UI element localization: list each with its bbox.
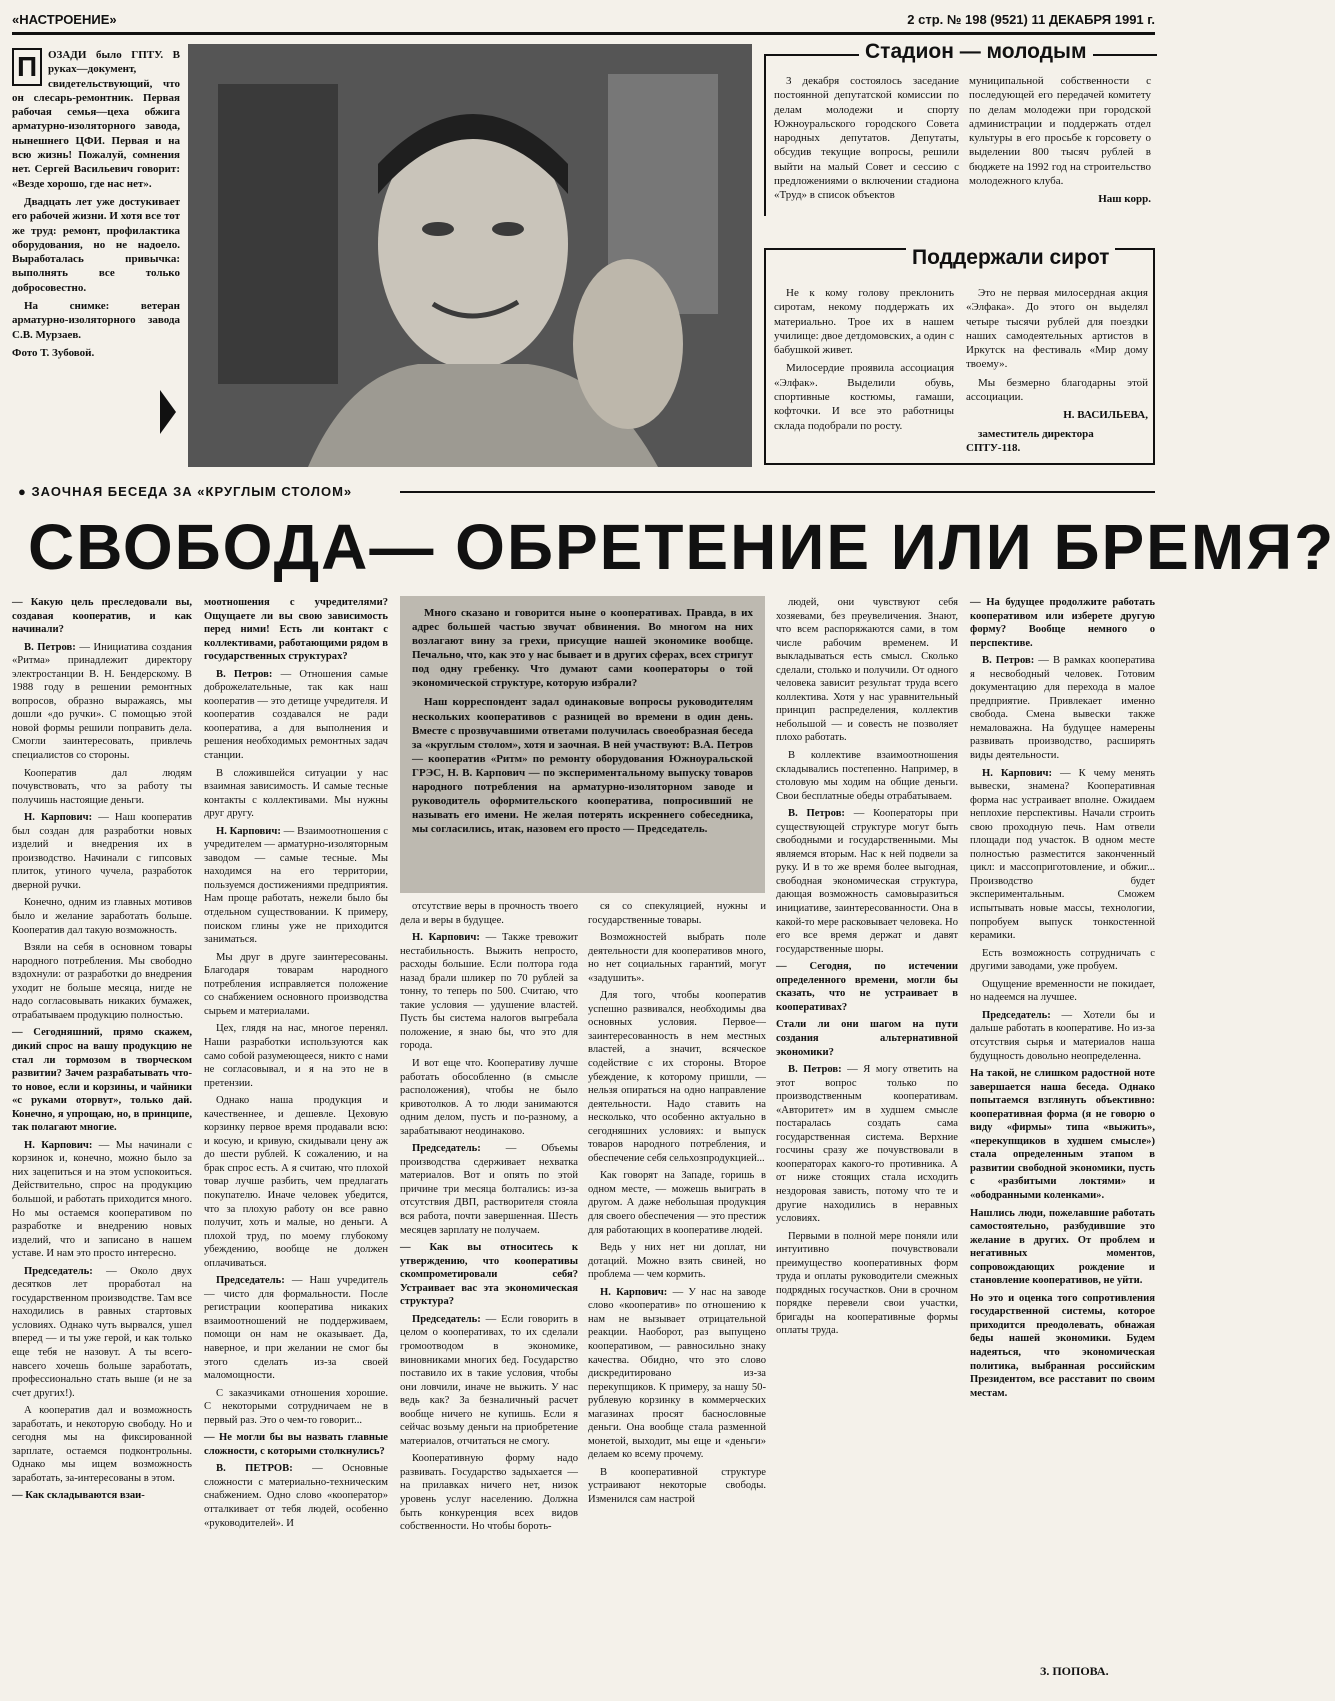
article-paragraph [400,1142,578,1237]
paragraph-text: — Я могу ответить на этот вопрос только по производственным кооперативам. «Авторитет» им в худшем смысле постаралась создать сама государственная система. Верхние госчины сразу же почувствовали в кооператорах какого-то противника. А от ниже стоящих стала исходить нездоровая зависть, потому что те и другие находились в неравных условиях. [776,1064,959,1225]
portrait-illustration [188,44,752,467]
article-paragraph [970,1067,1155,1202]
paragraph-text: В сложившейся ситуации у нас взаимная зависимость. И самые тесные контакты с коллективами. Мы нужны друг другу. [204,767,388,820]
article-paragraph [970,1009,1155,1063]
paragraph-text: — Также тревожит нестабильность. Выжить непросто, расходы большие. Если полтора года назад брали шликер по 70 рублей за тонну, то теперь по 500. Считаю, что такие условия — удушение властей. Пусть бы система налогов выгребала положение, я знаю бы, что это для города. [400,932,578,1052]
paragraph-text: — Как складываются взаи- [12,1490,145,1502]
paragraph-text: Для того, чтобы кооператив успешно развивался, необходимы два основных условия. Первое—заинтересованность в нем местных властей, а значит, всяческое содействие с их стороны. Второе убеждение, к которому пришли, — нельзя опираться на одно направление деятельности. Надо ставить на несколько, что особенно актуально в сегодняшних условиях: и выпуск товаров народного потребления, и обеспечение себя сельхозпродукцией... [588,990,766,1164]
paragraph-text: Ощущение временности не покидает, но надеемся на лучшее. [970,978,1155,1004]
paragraph-text: — Не могли бы вы назвать главные сложности, с которыми столкнулись? [204,1432,388,1457]
article-paragraph [12,1489,192,1503]
orphans-col1 [774,286,954,437]
speaker-name: В. Петров: [788,808,845,820]
article-paragraph [12,1139,192,1261]
paragraph-text: людей, они чувствуют себя хозяевами, без преувеличения. Знают, что всем распоряжаются сами, в том числе рабочим временем. И выкладываться есть смысл. Сколько сделали, столько и получили. От одного человека зависит результат труда всего коллектива. Хотя у нас уравнительный принцип распределения, коллектив небольшой — и совесть не позволяет плохо работать. [776,597,958,744]
paragraph-text: отсутствие веры в прочность твоего дела и веры в будущее. [400,901,578,926]
paragraph-text: А кооператив дал и возможность заработать, и некоторую свободу. Но и сегодня мы на фиксированной зарплате, остаемся подконтрольны. Однако мы ищем возможность заработать, за-интересованы в этом. [12,1405,192,1484]
article-paragraph [204,951,388,1019]
paragraph-text: Кооператив дал людям почувствовать, что за работу ты получишь настоящие деньги. [12,767,192,806]
paragraph-text: С заказчиками отношения хорошие. С некоторыми сотрудничаем не в первый раз. Это о чем-то говорит... [204,1387,388,1426]
caption-credit: Фото Т. Зубовой. [12,346,95,359]
intro-p2: Наш корреспондент задал одинаковые вопросы руководителям нескольких кооперативов с разницей во времени в один день. Вместе с прозвучавшими ответами получилась своеобразная беседа за «круглым столом», хотя и заочная. В ней участвуют: В.А. Петров — кооператив «Ритм» по ремонту оборудования Южноуральской ГРЭС, Н. В. Карпович — по экспериментальному выпуску товаров народного потребления на арматурно-изоляторном заводе и руководитель оформительского кооператива, попросивший не называть его имени. Не желая потерять искреннего собеседника, мы согласились, итак, назовем его просто — Председатель. [412,696,753,836]
caption-arrow-icon [160,390,176,434]
article-paragraph [970,596,1155,650]
article-column-5 [776,596,958,1342]
article-paragraph [970,978,1155,1005]
intro-p1: Много сказано и говорится ныне о кооперативах. Правда, в их адрес большей частью звучат обвинения. Во многом на них возлагают вину за грехи, присущие нашей экономике вообще. Печально, что, как это у нас бывает и в других сферах, всех стригут под одну гребенку. Что думают сами кооператоры о той экономической структуре, которую избрали? [412,607,753,690]
paragraph-text: Кооперативную форму надо развивать. Государство задыхается — на прилавках ничего нет, низок уровень услуг населению. Должна быть конкуренция всех видов собственности. Но чтобы бороть- [400,1453,578,1533]
article-paragraph [400,1313,578,1448]
article-paragraph [588,1286,766,1462]
speaker-name: В. Петров: [982,655,1035,667]
article-paragraph [588,900,766,927]
article-paragraph [204,1431,388,1458]
orphans-text-3: Это не первая милосердная акция «Элфака». До этого он выделял четыре тысячи рублей для поездки наших самодеятельных артистов в Иркутск на фестиваль «Мир дому твоему». [966,287,1148,371]
paragraph-text: моотношения с учредителями? Ощущаете ли вы свою зависимость перед ними! Есть ли контакт с коллективами, работающими рядом в государственных структурах? [204,597,388,663]
paragraph-text: Ведь у них нет ни доплат, ни дотаций. Можно взять свиней, но проблема — чем кормить. [588,1242,766,1281]
paragraph-text: — Какую цель преследовали вы, создавая кооператив, и как начинали? [12,597,192,636]
article-paragraph [400,1452,578,1533]
orphans-col2 [966,286,1148,459]
article-paragraph [12,896,192,937]
article-paragraph [776,1018,958,1059]
article-paragraph [12,641,192,763]
paragraph-text: — Сегодняшний, прямо скажем, дикий спрос на вашу продукцию не стал ли тормозом в творческом развитии? Зачем разрабатывать что-то новое, если и корзины, и чайники «с руками оторвут», только дай. Конечно, я упрощаю, но, в принципе, так полагают многие. [12,1027,192,1134]
stadium-text-1: 3 декабря состоялось заседание постоянной депутатской комиссии по делам молодежи и спорту Южноуральского городского Совета народных депутатов. Депутаты, обсудив текущие вопросы, решили выйти на малый Совет и сессию с предложениями о включении стадиона «Труд» в список объектов [774,75,959,202]
paragraph-text: — У нас на заводе слово «кооператив» по отношению к нам не вызывает отрицательной реакции. Наоборот, раз выпущено кооперативом, — равносильно знаку качества. Обидно, что это слово дискредитировано из-за перекупщиков. К примеру, за нашу 50-рублевую корзинку в коммерческих магазинах просят баснословные деньги. Она вообще стала разменной монетой, выходит, мы еще и «деньги» делаем ко всему прочему. [588,1286,766,1461]
speaker-name: Н. Карпович: [24,1139,93,1151]
article-paragraph [970,1292,1155,1400]
paragraph-text: Есть возможность сотрудничать с другими заводами, уже пробуем. [970,947,1155,973]
paragraph-text: — К чему менять вывески, знамена? Кооперативная форма нас устраивает вполне. Ожидаем неплохие перспективы. Начали строить свою проходную печь. Нам отвели площади под участок. В одном месте полностью разместится законченный цикл: и массоприготовление, и обжиг... Производство будет экспериментальным. Сможем испытывать новые массы, технологии, попробуем выпуск тонкостенной керамики. [970,767,1155,942]
article-paragraph [204,825,388,947]
paragraph-text: — Взаимоотношения с учредителем — арматурно-изоляторным заводом — самые тесные. Мы находимся на его территории, пользуемся достижениями предприятия. Нам проще работать, нежели было бы отдельном существовании. К примеру, поиском глины уже не приходится заниматься. [204,825,389,946]
stadium-sign: Наш корр. [1098,193,1151,206]
kicker-rule [400,491,1155,493]
article-paragraph [588,1169,766,1237]
article-paragraph [204,596,388,664]
speaker-name: Председатель: [24,1265,93,1277]
article-paragraph [204,1022,388,1090]
section-title: «НАСТРОЕНИЕ» [12,12,117,27]
paragraph-text: — Как вы относитесь к утверждению, что кооперативы скомпрометировали себя? Устраивает вас эта экономическая структура? [400,1242,578,1308]
speaker-name: Н. Карпович: [24,812,93,824]
article-paragraph [776,960,958,1014]
speaker-name: Председатель: [412,1313,481,1325]
orphans-sign-title: заместитель директора СПТУ-118. [966,427,1094,454]
article-paragraph [12,767,192,808]
article-paragraph [776,1063,958,1226]
speaker-name: В. Петров: [24,641,76,653]
article-paragraph [588,931,766,985]
stadium-col2 [969,74,1151,211]
paragraph-text: Нашлись люди, пожелавшие работать самостоятельно, разбудившие это желание в других. От проблем и негативных моментов, сопровождающих рождение и становление кооперативов, не уйти. [970,1207,1155,1287]
article-paragraph [204,767,388,821]
stadium-title: Стадион — молодым [859,40,1093,64]
article-paragraph [400,931,578,1053]
masthead [12,10,1155,35]
speaker-name: Н. Карпович: [412,932,480,944]
speaker-name: В. Петров: [216,668,273,680]
paragraph-text: — Наш учредитель — чисто для формальности. После регистрации кооператива никаких взаимоотношений не поддерживаем, помощи он нам не оказывает. Да, наверное, и при желании не смог бы этого сделать из-за своей маломощности. [204,1275,388,1382]
article-paragraph [970,947,1155,974]
orphans-title: Поддержали сирот [906,246,1115,270]
caption-p2: Двадцать лет уже достукивает его рабочей жизни. И хотя все тот же труд: ремонт, профилактика оборудования, но не надоело. Выработалась привычка: выполнять все только добросовестно. [12,195,180,294]
issue-info: 2 стр. № 198 (9521) 11 ДЕКАБРЯ 1991 г. [907,12,1155,27]
article-paragraph [588,1241,766,1282]
paragraph-text: — Инициатива создания «Ритма» принадлежит директору электростанции В. Н. Бендерскому. В 1988 году в решении ремонтных вопросов, образно выражаясь, мы дошли «до ручки». С помощью этой новой формы решили поправить дела. Смогли заинтересовать, привлечь специалистов со стороны. [12,641,193,762]
orphans-text-1: Не к кому голову преклонить сиротам, некому поддержать их материально. Трое их в нашем училище: двое детдомовских, а один с бабушкой живет. [774,287,954,357]
paragraph-text: — В рамках кооператива я несвободный человек. Готовим документацию для перехода в малое предприятие. Привлекает именно свобода. Смена вывески также немаловажна. На будущее намерены развивать производство, расширять виды деятельности. [970,655,1155,762]
paragraph-text: В коллективе взаимоотношения складывались постепенно. Например, в столовую мы ходим на общие деньги. Свои бесплатные обеды отрабатываем. [776,750,958,802]
speaker-name: Председатель: [982,1009,1051,1021]
article-paragraph [12,1265,192,1400]
article-paragraph [776,1230,958,1338]
orphans-box [764,248,1155,465]
article-paragraph [400,900,578,927]
intro-text [412,606,753,836]
paragraph-text: — Объемы производства сдерживает нехватка материалов. Вот и опять по этой причине три месяца болтались: из-за отсутствия ДВП, растворителя стояла вся работа, почти завершенная. Шесть месяцев зарплату не получаем. [400,1143,578,1236]
speaker-name: Председатель: [412,1143,481,1155]
article-paragraph [204,668,388,763]
intro-box [400,596,765,893]
paragraph-text: ся со спекуляцией, нужны и государственные товары. [588,901,766,926]
speaker-name: Председатель: [216,1275,285,1287]
article-paragraph [776,596,958,745]
paragraph-text: Цех, глядя на нас, многое перенял. Наши разработки используются как само собой разумеющееся, никто с нами не согласовывал, и я на это не в претензии. [204,1023,388,1089]
paragraph-text: — Кооператоры при существующей структуре могут быть свободными и государственными. Мы являемся вторым. Нас к ней подвели за руку. И в то же время более выгодная, свободная экономическая структура, дающая возможность самовыразиться инициативе, заинтересованности. Она в какой-то мере расковывает человека. Но его все время держат и давят государственные шоры. [776,808,959,955]
article-paragraph [588,1466,766,1507]
article-paragraph [12,1026,192,1134]
orphans-text-4: Мы безмерно благодарны этой ассоциации. [966,376,1148,404]
article-column-2 [204,596,388,1534]
photo-caption [12,48,180,364]
dropcap: П [12,48,42,86]
section-kicker: ● ЗАОЧНАЯ БЕСЕДА ЗА «КРУГЛЫМ СТОЛОМ» [18,484,353,499]
article-paragraph [204,1274,388,1382]
article-paragraph [400,1241,578,1309]
article-paragraph [776,749,958,803]
paragraph-text: Но это и оценка того сопротивления государственной системы, которое приходится преодолевать, обнажая беды нашей экономики. Будем надеяться, что экономическая политика, выбранная российским Президентом, все расставит по своим местам. [970,1292,1155,1399]
article-paragraph [970,767,1155,943]
paragraph-text: — Основные сложности с материально-техническим снабжением. Одно слово «кооператор» отталкивает от тебя людей, особенно «руководителей». И [204,1463,388,1529]
stadium-box [764,40,1155,215]
paragraph-text: — Наш кооператив был создан для разработки новых изделий и внедрения их в производство. Начинали с гипсовых плиток, утиного чучела, разработок дверной ручки. [12,812,192,891]
stadium-text-2: муниципальной собственности с последующей его передачей комитету по делам молодежи при городской администрации и поддержать отдел культуры в его просьбе к горсовету о выделении 800 тысяч рублей в бюджете на 1992 год на строительство молодежного клуба. [969,75,1151,188]
paragraph-text: — Около двух десятков лет проработал на государственном производстве. Там все находились в равных стартовых условиях. Однако чуть вырвался, ушел вперед — и ты уже герой, и как только еще тебя не назовут. А ты всего-навсего хочешь больше заработать, профессионально стать выше (и не за счет других!). [12,1265,192,1399]
paragraph-text: — Отношения самые доброжелательные, так как наш кооператив — это детище учредителя. И кооператив создавался не ради кооператива, а для выполнения и решения необходимых ремонтных задач станции. [204,668,389,762]
paragraph-text: — Мы начинали с корзинок и, конечно, можно было за них зацепиться и на этом успокоиться. Действительно, спрос на продукцию большой, и работать приходится много. Но мы остаемся кооперативом по разработке и внедрению новых изделий, что и записано в нашем уставе. И нам это просто интересно. [12,1139,193,1260]
article-paragraph [776,807,958,956]
headline: СВОБОДА— ОБРЕТЕНИЕ ИЛИ БРЕМЯ? [28,511,1335,583]
worker-photo [188,44,752,467]
article-column-3 [400,900,578,1538]
paragraph-text: Однако наша продукция и качественнее, и дешевле. Цеховую корзинку первое время продавали всю: и косую, и кривую, скидывали цену аж до шести рублей. К сожалению, и на брак спрос есть. А я считаю, что плохой товар лучше разбить, чем предлагать покупателю. Иначе человек убедится, что за плохую работу он все равно получит, хоть и малые, но деньги. А плохой труд, по моему глубокому убеждению, вообще не должен оплачиваться. [204,1095,388,1269]
article-paragraph [12,596,192,637]
paragraph-text: — На будущее продолжите работать кооперативом или изберете другую форму? Вообще немного о перспективе. [970,597,1155,649]
article-paragraph [204,1387,388,1428]
paragraph-text: — Хотели бы и дальше работать в кооперативе. Но из-за отсутствия сырья и материалов наша будущность довольно неопределенна. [970,1009,1155,1062]
paragraph-text: В кооперативной структуре устраивают некоторые свободы. Изменился сам настрой [588,1466,766,1505]
author-signature: З. ПОПОВА. [1040,1664,1109,1678]
article-paragraph [12,941,192,1022]
article-paragraph [12,811,192,892]
article-paragraph [970,654,1155,762]
paragraph-text: На такой, не слишком радостной ноте завершается наша беседа. Однако попытаемся взглянуть объективно: кооперативная форма (я не говорю о виду «фирмы» типа «выжить», «перекупщиков в худшем смысле») стала определенным этапом в развитии свободной экономики, пусть с «разбитыми локтями» и «ободранными коленками». [970,1068,1155,1201]
paragraph-text: — Если говорить в целом о кооперативах, то их сделали громоотводом в экономике, виновниками многих бед. Государство поставило их в такие условия, чтобы они ловчили, иначе не выжить. У нас ведь как? За безналичный расчет вообще ничего не купишь. Если я сейчас возьму деньги на приобретение материалов, отчитаться не смогу. [400,1313,578,1447]
paragraph-text: Первыми в полной мере поняли или интуитивно почувствовали преимущество кооперативных форм труда и оплаты руководители смежных подрядных госучастков. Они в срочном порядке перевели свои участки, бригады на кооперативные формы оплаты труда. [776,1230,958,1337]
speaker-name: Н. Карпович: [216,825,281,837]
paragraph-text: Возможностей выбрать поле деятельности для кооперативов много, но нет социальных гарантий, могут «задушить». [588,932,766,984]
article-paragraph [400,1057,578,1138]
article-column-6 [970,596,1155,1404]
article-paragraph [204,1094,388,1270]
article-paragraph [588,989,766,1165]
paragraph-text: Конечно, одним из главных мотивов было и желание заработать больше. Кооператив дал такую возможность. [12,897,192,936]
article-column-1 [12,596,192,1507]
paragraph-text: — Сегодня, по истечении определенного времени, могли бы сказать, что не устраивает в кооперативах? [776,961,958,1013]
orphans-sign-name: Н. ВАСИЛЬЕВА, [1063,409,1148,422]
paragraph-text: Взяли на себя в основном товары народного потребления. Мы свободно вздохнули: от разработки до внедрения уходит не больше месяца, нигде не надо согласовывать никаких бумажек, отрабатываем продукцию полностью. [12,942,192,1021]
stadium-col1 [774,74,959,207]
caption-p3: На снимке: ветеран арматурно-изоляторного завода С.В. Мурзаев. [12,300,180,341]
caption-text: ОЗАДИ было ГПТУ. В руках—документ, свидетельствующий, что он слесарь-ремонтник. Первая рабочая семья—цеха обжига арматурно-изоляторного завода, нынешнего ЦФИ. Первая и на всю жизнь! Пожалуй, сомнения нет. Сергей Васильевич говорит: «Везде хорошо, где нас нет». [12,49,180,190]
article-paragraph [204,1462,388,1530]
paragraph-text: Как говорят на Западе, горишь в одном месте, — можешь выиграть в другом. А даже небольшая продукция для своего обеспечения — это престиж для работающих в кооперативе людей. [588,1170,766,1236]
speaker-name: Н. Карпович: [600,1286,668,1298]
paragraph-text: Мы друг в друге заинтересованы. Благодаря товарам народного потребления исправляется положение со снабжением основного производства сырьем и материалами. [204,951,388,1017]
article-paragraph [12,1404,192,1485]
paragraph-text: И вот еще что. Кооперативу лучше работать обособленно (в смысле расположения), чтобы не было кривотолков. А то люди занимаются одним делом, пусть и по-разному, а зарабатывают неодинаково. [400,1058,578,1137]
speaker-name: Н. Карпович: [982,767,1053,779]
article-column-4 [588,900,766,1511]
article-paragraph [970,1207,1155,1288]
speaker-name: В. ПЕТРОВ: [216,1463,293,1475]
paragraph-text: Стали ли они шагом на пути создания альтернативной экономики? [776,1019,958,1058]
speaker-name: В. Петров: [788,1064,842,1076]
orphans-text-2: Милосердие проявила ассоциация «Элфак». Выделили обувь, спортивные костюмы, гамаши, кофточки. И все это работницы склада подобрали по росту. [774,362,954,432]
